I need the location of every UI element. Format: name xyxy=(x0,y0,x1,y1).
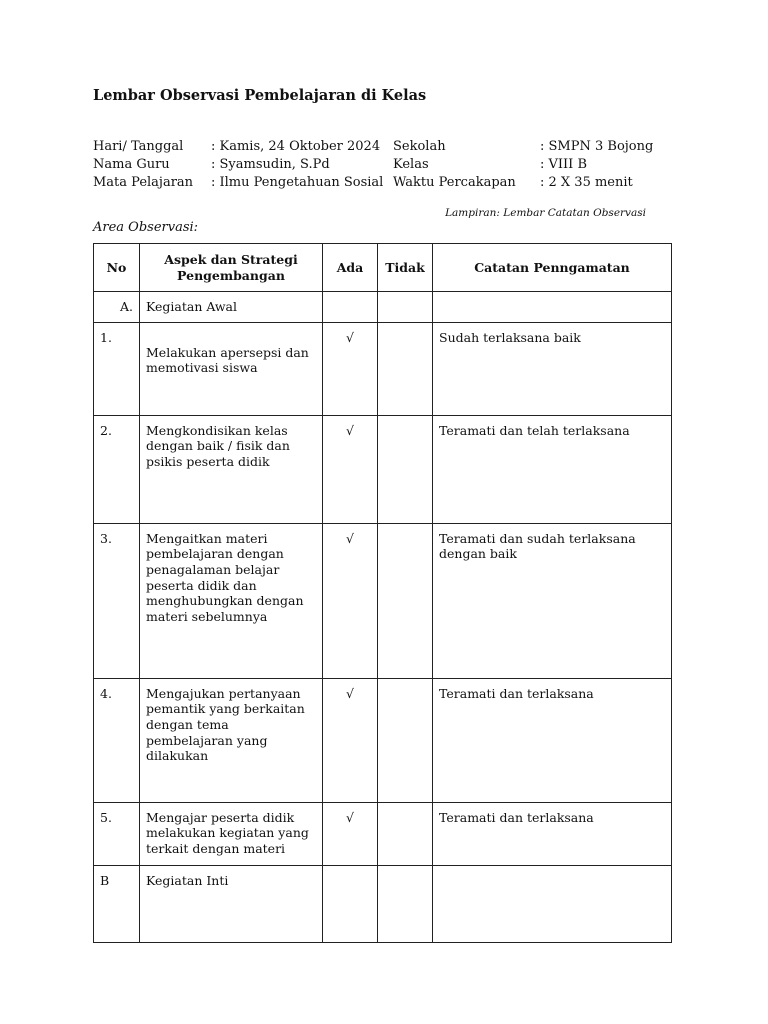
header-catatan: Catatan Penngamatan xyxy=(433,244,672,292)
table-row xyxy=(94,523,672,678)
row-ada: √ xyxy=(323,678,378,802)
info-value-hari: : Kamis, 24 Oktober 2024 xyxy=(211,139,381,154)
info-label-mapel: Mata Pelajaran xyxy=(93,175,194,190)
header-tidak: Tidak xyxy=(378,244,433,292)
row-tidak xyxy=(378,523,433,678)
row-catatan: Sudah terlaksana baik xyxy=(433,322,672,415)
row-catatan: Teramati dan telah terlaksana xyxy=(433,415,672,523)
row-no: 2. xyxy=(94,415,140,523)
info-label-guru: Nama Guru xyxy=(93,157,170,172)
row-no: 5. xyxy=(94,802,140,865)
info-label-kelas: Kelas xyxy=(393,157,429,172)
row-aspek: Melakukan apersepsi dan memotivasi siswa xyxy=(140,322,323,415)
row-tidak xyxy=(378,802,433,865)
table-row xyxy=(94,802,672,865)
area-observasi-label: Area Observasi: xyxy=(93,220,199,235)
observation-table xyxy=(93,243,672,943)
row-no: 4. xyxy=(94,678,140,802)
info-value-sekolah: : SMPN 3 Bojong xyxy=(540,139,654,154)
row-catatan: Teramati dan terlaksana xyxy=(433,678,672,802)
table-row xyxy=(94,678,672,802)
header-ada: Ada xyxy=(323,244,378,292)
row-tidak xyxy=(378,322,433,415)
section-b-label: Kegiatan Inti xyxy=(140,865,323,942)
section-b-no: B xyxy=(94,865,140,942)
row-tidak xyxy=(378,415,433,523)
section-a-label: Kegiatan Awal xyxy=(140,292,323,323)
section-row-a xyxy=(94,292,672,323)
row-ada: √ xyxy=(323,523,378,678)
row-aspek: Mengajar peserta didik melakukan kegiatan yang terkait dengan materi xyxy=(140,802,323,865)
lampiran-note: Lampiran: Lembar Catatan Observasi xyxy=(445,207,646,219)
info-value-mapel: : Ilmu Pengetahuan Sosial xyxy=(211,175,384,190)
table-header-row xyxy=(94,244,672,292)
row-tidak xyxy=(378,678,433,802)
info-label-waktu: Waktu Percakapan xyxy=(393,175,516,190)
table-row xyxy=(94,322,672,415)
info-value-kelas: : VIII B xyxy=(540,157,587,172)
section-a-no: A. xyxy=(94,292,140,323)
row-aspek: Mengaitkan materi pembelajaran dengan penagalaman belajar peserta didik dan menghubungkan dengan materi sebelumnya xyxy=(140,523,323,678)
header-no: No xyxy=(94,244,140,292)
row-ada: √ xyxy=(323,322,378,415)
row-no: 1. xyxy=(94,322,140,415)
row-no: 3. xyxy=(94,523,140,678)
document-title: Lembar Observasi Pembelajaran di Kelas xyxy=(93,87,427,104)
row-catatan: Teramati dan terlaksana xyxy=(433,802,672,865)
info-label-hari: Hari/ Tanggal xyxy=(93,139,184,154)
row-catatan: Teramati dan sudah terlaksana dengan baik xyxy=(433,523,672,678)
table-row xyxy=(94,415,672,523)
row-ada: √ xyxy=(323,802,378,865)
row-ada: √ xyxy=(323,415,378,523)
row-aspek: Mengkondisikan kelas dengan baik / fisik dan psikis peserta didik xyxy=(140,415,323,523)
section-row-b xyxy=(94,865,672,942)
info-value-guru: : Syamsudin, S.Pd xyxy=(211,157,330,172)
info-value-waktu: : 2 X 35 menit xyxy=(540,175,633,190)
row-aspek: Mengajukan pertanyaan pemantik yang berkaitan dengan tema pembelajaran yang dilakukan xyxy=(140,678,323,802)
header-aspek: Aspek dan Strategi Pengembangan xyxy=(140,244,323,292)
info-label-sekolah: Sekolah xyxy=(393,139,446,154)
